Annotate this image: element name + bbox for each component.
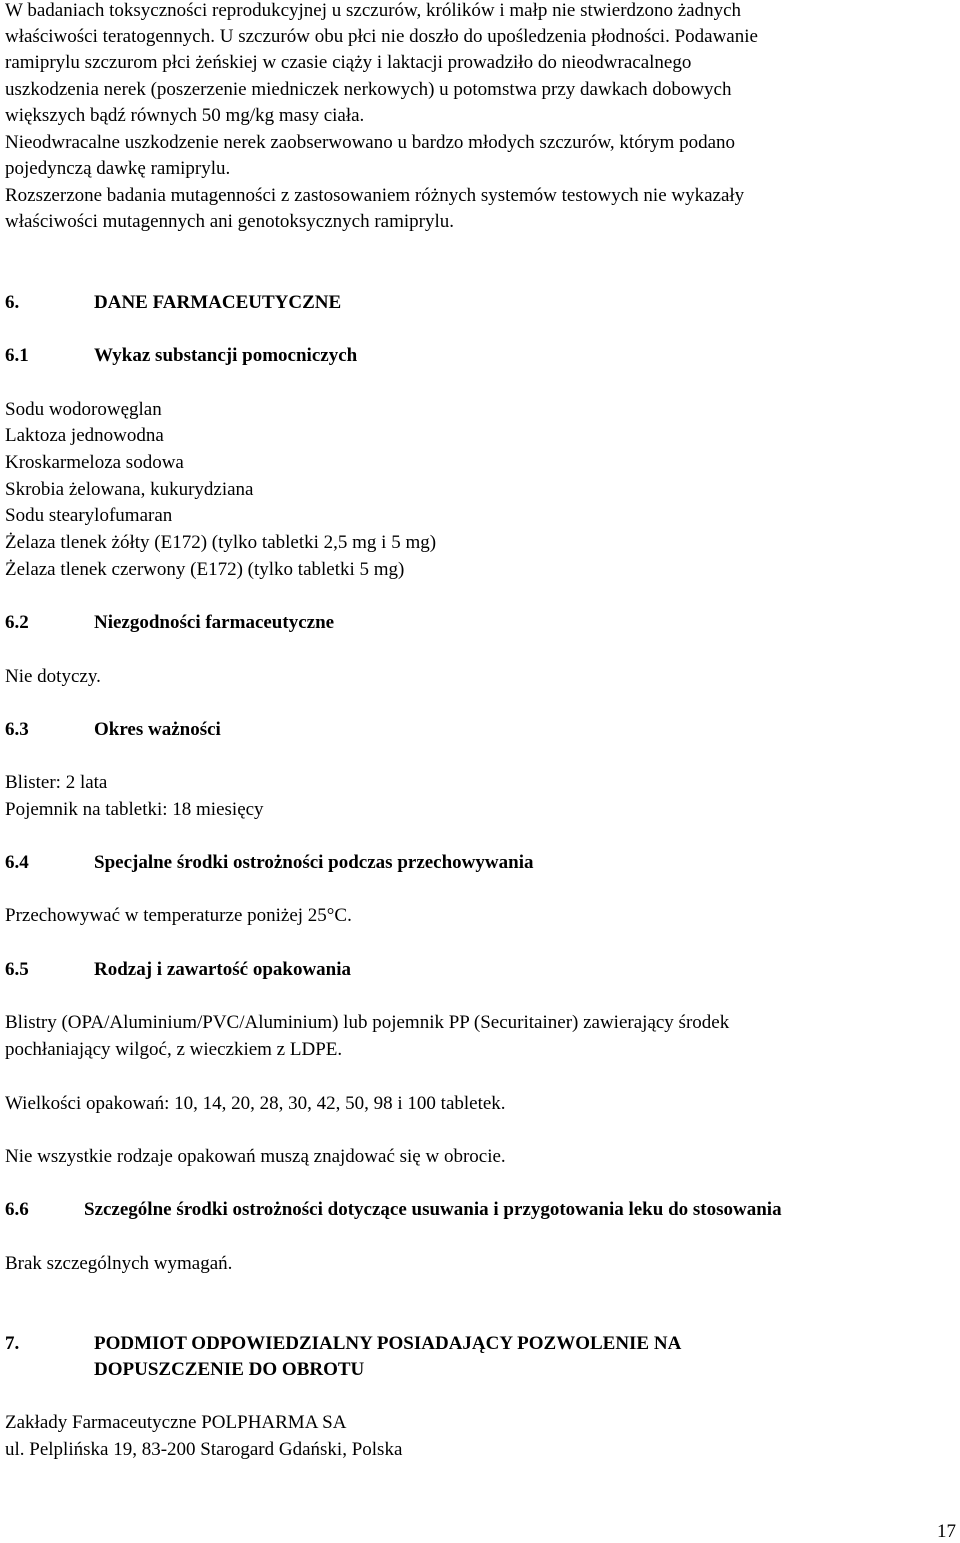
company-name: Zakłady Farmaceutyczne POLPHARMA SA	[5, 1412, 347, 1433]
intro-line: właściwości teratogennych. U szczurów obu płci nie doszło do upośledzenia płodności. Podawanie	[5, 26, 758, 47]
section-6-2-number: 6.2	[5, 612, 29, 633]
section-6-4-heading: Specjalne środki ostrożności podczas przechowywania	[94, 852, 534, 873]
list-item: Sodu stearylofumaran	[5, 505, 173, 526]
section-7-number: 7.	[5, 1333, 20, 1354]
section-6-3-heading: Okres ważności	[94, 719, 221, 740]
section-7-heading-line: DOPUSZCZENIE DO OBROTU	[94, 1359, 365, 1380]
section-6-3-number: 6.3	[5, 719, 29, 740]
section-6-2-text: Nie dotyczy.	[5, 666, 101, 687]
list-item: Sodu wodorowęglan	[5, 399, 162, 420]
intro-line: W badaniach toksyczności reprodukcyjnej u szczurów, królików i małp nie stwierdzono żadnych	[5, 0, 742, 21]
section-6-heading: DANE FARMACEUTYCZNE	[94, 292, 342, 313]
shelf-life-line: Blister: 2 lata	[5, 772, 108, 793]
section-6-5-number: 6.5	[5, 959, 29, 980]
intro-line: Nieodwracalne uszkodzenie nerek zaobserwowano u bardzo młodych szczurów, którym podano	[5, 132, 735, 153]
section-6-4-text: Przechowywać w temperaturze poniżej 25°C.	[5, 905, 352, 926]
company-address: ul. Pelplińska 19, 83-200 Starogard Gdański, Polska	[5, 1439, 403, 1460]
intro-line: pojedynczą dawkę ramiprylu.	[5, 158, 231, 179]
section-6-6-number: 6.6	[5, 1199, 29, 1220]
intro-line: właściwości mutagennych ani genotoksycznych ramiprylu.	[5, 211, 455, 232]
section-6-number: 6.	[5, 292, 20, 313]
section-6-4-number: 6.4	[5, 852, 29, 873]
section-7-heading-line: PODMIOT ODPOWIEDZIALNY POSIADAJĄCY POZWOLENIE NA	[94, 1333, 682, 1354]
intro-line: Rozszerzone badania mutagenności z zastosowaniem różnych systemów testowych nie wykazały	[5, 185, 745, 206]
section-6-6-heading: Szczególne środki ostrożności dotyczące usuwania i przygotowania leku do stosowania	[84, 1199, 782, 1220]
section-6-6-text: Brak szczególnych wymagań.	[5, 1253, 233, 1274]
list-item: Żelaza tlenek czerwony (E172) (tylko tabletki 5 mg)	[5, 559, 405, 580]
list-item: Laktoza jednowodna	[5, 425, 164, 446]
intro-line: większych bądź równych 50 mg/kg masy ciała.	[5, 105, 365, 126]
packaging-line: pochłaniający wilgoć, z wieczkiem z LDPE.	[5, 1039, 343, 1060]
section-6-1-heading: Wykaz substancji pomocniczych	[94, 345, 358, 366]
section-6-1-number: 6.1	[5, 345, 29, 366]
section-6-2-heading: Niezgodności farmaceutyczne	[94, 612, 335, 633]
intro-line: ramiprylu szczurom płci żeńskiej w czasie ciąży i laktacji prowadziło do nieodwracalnego	[5, 52, 692, 73]
list-item: Skrobia żelowana, kukurydziana	[5, 479, 254, 500]
list-item: Kroskarmeloza sodowa	[5, 452, 184, 473]
pack-sizes: Wielkości opakowań: 10, 14, 20, 28, 30, 42, 50, 98 i 100 tabletek.	[5, 1093, 506, 1114]
section-6-5-heading: Rodzaj i zawartość opakowania	[94, 959, 352, 980]
intro-line: uszkodzenia nerek (poszerzenie miedniczek nerkowych) u potomstwa przy dawkach dobowych	[5, 79, 732, 100]
shelf-life-line: Pojemnik na tabletki: 18 miesięcy	[5, 799, 264, 820]
packaging-line: Blistry (OPA/Aluminium/PVC/Aluminium) lub pojemnik PP (Securitainer) zawierający środek	[5, 1012, 730, 1033]
page-number: 17	[937, 1521, 956, 1542]
marketing-note: Nie wszystkie rodzaje opakowań muszą znajdować się w obrocie.	[5, 1146, 506, 1167]
list-item: Żelaza tlenek żółty (E172) (tylko tabletki 2,5 mg i 5 mg)	[5, 532, 437, 553]
